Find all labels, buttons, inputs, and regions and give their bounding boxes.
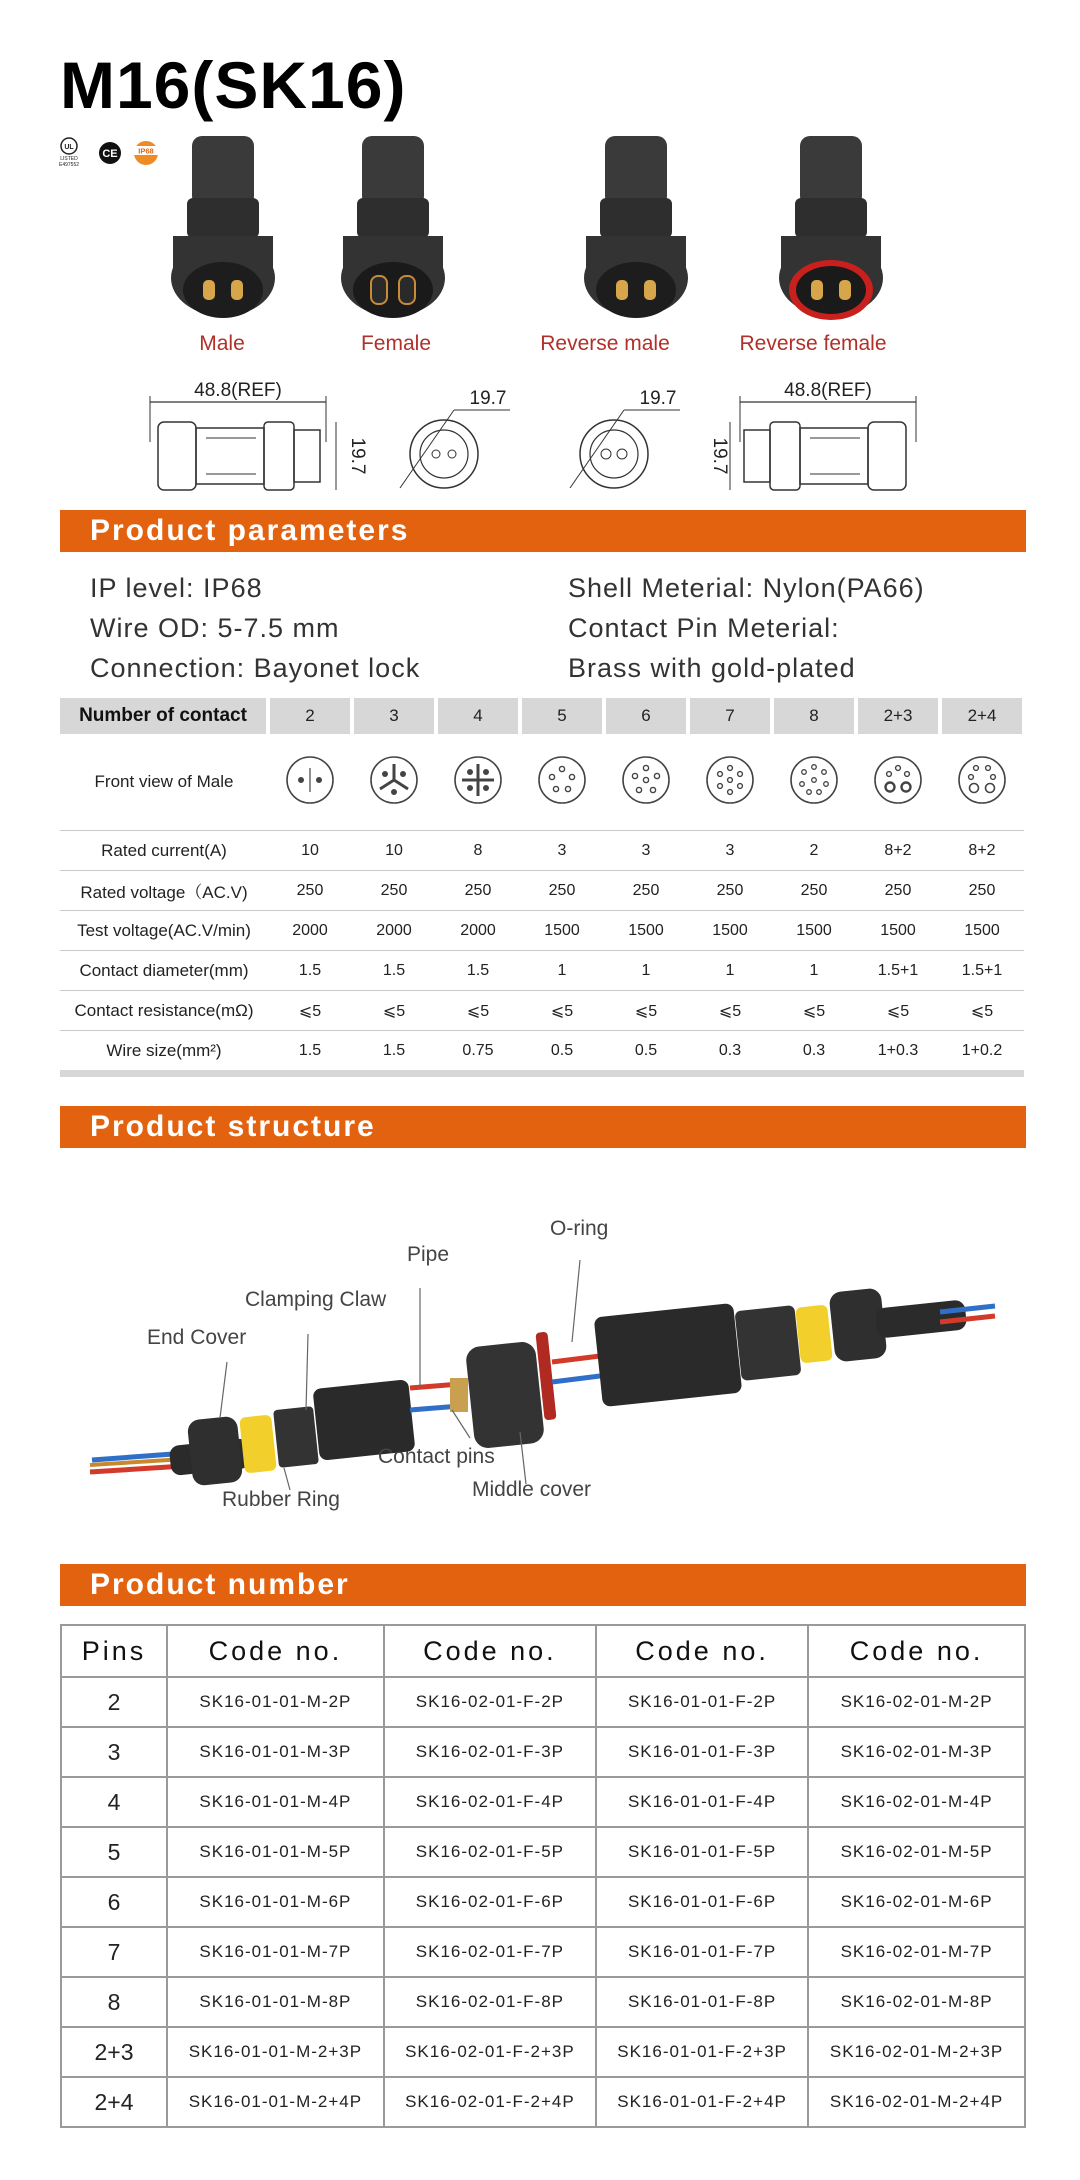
front-dimension-drawing-female (390, 378, 530, 508)
code-cell: SK16-02-01-F-4P (384, 1777, 596, 1827)
spec-cell: 3 (520, 831, 604, 871)
code-cell: SK16-02-01-F-2+3P (384, 2027, 596, 2077)
param-shell-material: Shell Meterial: Nylon(PA66) (568, 573, 925, 603)
front-view-label: Front view of Male (60, 734, 268, 831)
spec-cell: 250 (688, 871, 772, 911)
code-cell: SK16-01-01-F-2P (596, 1677, 808, 1727)
contact-count: 2 (268, 698, 352, 734)
spec-cell: 250 (772, 871, 856, 911)
code-header: Code no. (384, 1625, 596, 1677)
svg-text:IP68: IP68 (138, 146, 154, 156)
code-cell: SK16-01-01-F-4P (596, 1777, 808, 1827)
code-cell: SK16-01-01-F-6P (596, 1877, 808, 1927)
code-cell: SK16-02-01-M-7P (808, 1927, 1025, 1977)
pin-layout-icon-3 (352, 734, 436, 831)
contact-count: 5 (520, 698, 604, 734)
spec-cell: 0.5 (604, 1031, 688, 1074)
callout-contact-pins: Contact pins (378, 1445, 495, 1468)
page-title: M16(SK16) (60, 48, 407, 122)
callout-clamping-claw: Clamping Claw (245, 1288, 387, 1311)
code-header: Code no. (808, 1625, 1025, 1677)
code-cell: SK16-02-01-M-6P (808, 1877, 1025, 1927)
param-ip-level: IP level: IP68 (90, 573, 263, 603)
spec-cell: 1 (604, 951, 688, 991)
spec-cell: 250 (268, 871, 352, 911)
spec-cell: 3 (604, 831, 688, 871)
pin-count-cell: 4 (61, 1777, 167, 1827)
contact-count: 7 (688, 698, 772, 734)
contact-count: 6 (604, 698, 688, 734)
contact-count: 4 (436, 698, 520, 734)
spec-cell: 1 (520, 951, 604, 991)
table-row (61, 1777, 1025, 1827)
code-cell: SK16-02-01-F-2+4P (384, 2077, 596, 2127)
code-cell: SK16-01-01-M-8P (167, 1977, 384, 2027)
spec-cell: 8 (436, 831, 520, 871)
variant-label-reverse-female: Reverse female (739, 332, 887, 355)
contact-count: 2+3 (856, 698, 940, 734)
spec-cell: 10 (268, 831, 352, 871)
spec-row-rated-current (60, 831, 1024, 871)
reverse-male-connector-image (560, 128, 710, 328)
section-header-structure: Product structure (60, 1106, 1026, 1148)
pin-count-cell: 2+3 (61, 2027, 167, 2077)
spec-cell: ⩽5 (436, 991, 520, 1031)
spec-cell: 0.3 (772, 1031, 856, 1074)
code-cell: SK16-02-01-M-4P (808, 1777, 1025, 1827)
code-cell: SK16-01-01-M-5P (167, 1827, 384, 1877)
code-cell: SK16-01-01-F-3P (596, 1727, 808, 1777)
code-cell: SK16-02-01-M-5P (808, 1827, 1025, 1877)
spec-cell: 1+0.2 (940, 1031, 1024, 1074)
callout-end-cover: End Cover (147, 1326, 247, 1349)
code-cell: SK16-02-01-M-8P (808, 1977, 1025, 2027)
code-cell: SK16-02-01-F-3P (384, 1727, 596, 1777)
exploded-structure-diagram (80, 1220, 1000, 1520)
spec-row-label: Test voltage(AC.V/min) (60, 911, 268, 951)
spec-cell: 1500 (772, 911, 856, 951)
spec-cell: 1.5 (268, 951, 352, 991)
param-contact-pin-material: Contact Pin Meterial: (568, 613, 840, 643)
spec-cell: 2 (772, 831, 856, 871)
variant-label-reverse-male: Reverse male (540, 332, 670, 355)
table-row (61, 1677, 1025, 1727)
spec-cell: 1.5 (352, 951, 436, 991)
spec-row-wire-size (60, 1031, 1024, 1074)
pin-count-cell: 6 (61, 1877, 167, 1927)
variant-label-female: Female (360, 332, 432, 355)
spec-cell: ⩽5 (352, 991, 436, 1031)
code-header: Code no. (596, 1625, 808, 1677)
spec-cell: 0.75 (436, 1031, 520, 1074)
code-cell: SK16-02-01-F-2P (384, 1677, 596, 1727)
code-cell: SK16-02-01-F-6P (384, 1877, 596, 1927)
spec-cell: 1500 (604, 911, 688, 951)
spec-row-contact-diameter (60, 951, 1024, 991)
spec-cell: 1.5 (436, 951, 520, 991)
code-cell: SK16-02-01-M-2+4P (808, 2077, 1025, 2127)
svg-text:LISTED: LISTED (60, 156, 78, 162)
spec-cell: 1500 (520, 911, 604, 951)
pin-layout-icon-8 (772, 734, 856, 831)
code-cell: SK16-01-01-M-3P (167, 1727, 384, 1777)
code-cell: SK16-01-01-M-4P (167, 1777, 384, 1827)
spec-cell: ⩽5 (940, 991, 1024, 1031)
pin-count-cell: 8 (61, 1977, 167, 2027)
pin-count-cell: 5 (61, 1827, 167, 1877)
pin-count-cell: 7 (61, 1927, 167, 1977)
spec-cell: 2000 (436, 911, 520, 951)
contact-count: 8 (772, 698, 856, 734)
code-cell: SK16-02-01-M-2+3P (808, 2027, 1025, 2077)
spec-cell: ⩽5 (688, 991, 772, 1031)
code-cell: SK16-02-01-F-7P (384, 1927, 596, 1977)
spec-cell: 250 (856, 871, 940, 911)
spec-cell: 1.5+1 (856, 951, 940, 991)
svg-text:19.7: 19.7 (469, 388, 507, 409)
svg-text:19.7: 19.7 (639, 388, 677, 409)
spec-cell: 2000 (268, 911, 352, 951)
spec-cell: 1500 (940, 911, 1024, 951)
spec-cell: 2000 (352, 911, 436, 951)
spec-row-label: Wire size(mm²) (60, 1031, 268, 1074)
contact-count: 3 (352, 698, 436, 734)
svg-text:CE: CE (102, 148, 118, 160)
spec-row-rated-voltage (60, 871, 1024, 911)
spec-cell: 1500 (688, 911, 772, 951)
spec-cell: 8+2 (856, 831, 940, 871)
spec-cell: 250 (352, 871, 436, 911)
spec-cell: 10 (352, 831, 436, 871)
spec-cell: 1 (688, 951, 772, 991)
spec-cell: 250 (604, 871, 688, 911)
callout-rubber-ring: Rubber Ring (222, 1488, 340, 1511)
pin-layout-icon-2-plus-3 (856, 734, 940, 831)
spec-cell: 250 (940, 871, 1024, 911)
code-cell: SK16-02-01-F-5P (384, 1827, 596, 1877)
spec-row-label: Contact diameter(mm) (60, 951, 268, 991)
table-row (61, 1977, 1025, 2027)
code-cell: SK16-01-01-M-2P (167, 1677, 384, 1727)
female-connector-image (317, 128, 467, 328)
pin-count-cell: 3 (61, 1727, 167, 1777)
table-row (61, 1727, 1025, 1777)
spec-row-label: Rated current(A) (60, 831, 268, 871)
pin-count-cell: 2 (61, 1677, 167, 1727)
code-cell: SK16-01-01-M-2+4P (167, 2077, 384, 2127)
code-cell: SK16-01-01-F-2+4P (596, 2077, 808, 2127)
spec-table (60, 698, 1026, 1077)
pin-layout-icon-5 (520, 734, 604, 831)
spec-cell: 1 (772, 951, 856, 991)
svg-text:19.7: 19.7 (709, 437, 730, 475)
front-dimension-drawing-male (560, 378, 700, 508)
spec-cell: 1.5 (268, 1031, 352, 1074)
section-header-number: Product number (60, 1564, 1026, 1606)
svg-text:19.7: 19.7 (347, 437, 368, 475)
param-connection: Connection: Bayonet lock (90, 653, 421, 683)
code-cell: SK16-01-01-F-7P (596, 1927, 808, 1977)
pin-layout-icon-4 (436, 734, 520, 831)
spec-cell: 1.5 (352, 1031, 436, 1074)
ce-logo (99, 142, 121, 164)
contact-count: 2+4 (940, 698, 1024, 734)
product-number-table (60, 1624, 1026, 2128)
code-cell: SK16-01-01-F-8P (596, 1977, 808, 2027)
ul-listed-logo (59, 138, 79, 168)
callout-pipe: Pipe (407, 1243, 450, 1266)
variant-label-male: Male (199, 332, 245, 355)
code-header: Code no. (167, 1625, 384, 1677)
spec-cell: 8+2 (940, 831, 1024, 871)
pins-header: Pins (61, 1625, 167, 1677)
spec-cell: 250 (520, 871, 604, 911)
reverse-female-connector-image (755, 128, 905, 328)
code-cell: SK16-02-01-M-3P (808, 1727, 1025, 1777)
spec-cell: ⩽5 (772, 991, 856, 1031)
code-cell: SK16-01-01-F-2+3P (596, 2027, 808, 2077)
code-cell: SK16-01-01-M-7P (167, 1927, 384, 1977)
spec-cell: 3 (688, 831, 772, 871)
code-cell: SK16-01-01-M-6P (167, 1877, 384, 1927)
spec-cell: 1.5+1 (940, 951, 1024, 991)
spec-cell: ⩽5 (856, 991, 940, 1031)
male-connector-image (147, 128, 297, 328)
table-row (61, 2027, 1025, 2077)
section-header-parameters: Product parameters (60, 510, 1026, 552)
svg-text:48.8(REF): 48.8(REF) (784, 380, 872, 401)
callout-middle-cover: Middle cover (472, 1478, 592, 1501)
spec-cell: 1500 (856, 911, 940, 951)
side-dimension-drawing-right (700, 378, 930, 508)
table-row (61, 1877, 1025, 1927)
spec-cell: 0.5 (520, 1031, 604, 1074)
svg-text:UL: UL (64, 144, 74, 151)
pin-layout-icon-7 (688, 734, 772, 831)
pin-layout-icon-6 (604, 734, 688, 831)
svg-text:E497552: E497552 (58, 162, 80, 168)
spec-row-contact-resistance (60, 991, 1024, 1031)
table-row (61, 1927, 1025, 1977)
spec-cell: ⩽5 (520, 991, 604, 1031)
code-cell: SK16-01-01-F-5P (596, 1827, 808, 1877)
spec-header-label: Number of contact (60, 698, 268, 734)
pin-layout-icon-2-plus-4 (940, 734, 1024, 831)
side-dimension-drawing-left (140, 378, 370, 508)
code-cell: SK16-02-01-M-2P (808, 1677, 1025, 1727)
spec-cell: ⩽5 (604, 991, 688, 1031)
table-row (61, 1827, 1025, 1877)
param-wire-od: Wire OD: 5-7.5 mm (90, 613, 340, 643)
spec-cell: 250 (436, 871, 520, 911)
spec-cell: ⩽5 (268, 991, 352, 1031)
spec-row-label: Contact resistance(mΩ) (60, 991, 268, 1031)
spec-row-test-voltage (60, 911, 1024, 951)
front-view-row (60, 734, 1024, 831)
code-cell: SK16-02-01-F-8P (384, 1977, 596, 2027)
svg-text:48.8(REF): 48.8(REF) (194, 380, 282, 401)
number-header-row (61, 1625, 1025, 1677)
spec-row-label: Rated voltage（AC.V) (60, 871, 268, 911)
table-row (61, 2077, 1025, 2127)
pin-layout-icon-2 (268, 734, 352, 831)
param-contact-pin-plating: Brass with gold-plated (568, 653, 856, 683)
spec-cell: 1+0.3 (856, 1031, 940, 1074)
callout-o-ring: O-ring (550, 1217, 609, 1240)
code-cell: SK16-01-01-M-2+3P (167, 2027, 384, 2077)
spec-header-row (60, 698, 1024, 734)
pin-count-cell: 2+4 (61, 2077, 167, 2127)
spec-cell: 0.3 (688, 1031, 772, 1074)
